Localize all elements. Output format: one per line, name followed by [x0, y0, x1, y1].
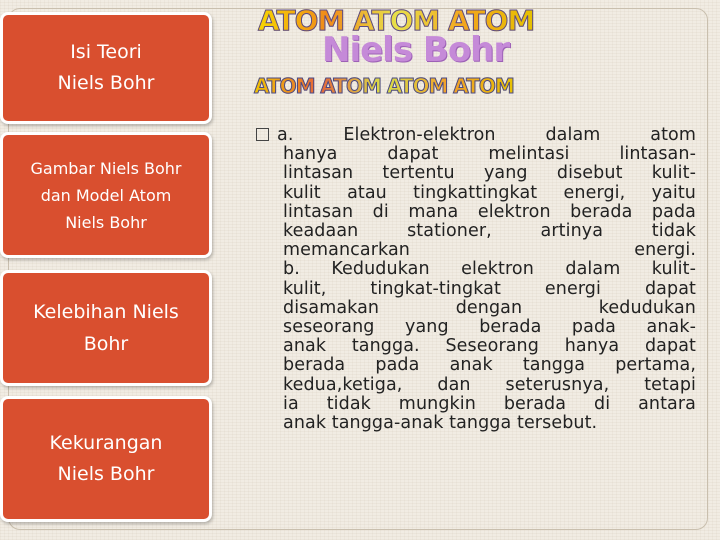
nav-label: Gambar Niels Bohr dan Model Atom Niels Bohr: [30, 158, 182, 232]
content-line: seseorang yang berada pada anak-: [283, 317, 696, 338]
square-bullet-icon: [256, 128, 269, 141]
content-line: hanya dapat melintasi lintasan-: [283, 144, 696, 165]
content-body: [256, 126, 696, 433]
wordart-row-top: ATOM ATOM ATOM: [258, 4, 535, 37]
content-line: lintasan tertentu yang disebut kulit-: [283, 163, 696, 184]
content-line: kedua,ketiga, dan seterusnya, tetapi: [283, 374, 696, 395]
content-line: keadaan stationer, artinya tidak: [283, 221, 696, 242]
title-wordart: [250, 0, 550, 112]
content-line: kulit, tingkat-tingkat energi dapat: [283, 278, 696, 299]
content-line: ia tidak mungkin berada di antara: [283, 393, 696, 414]
content-line: anak tangga-anak tangga tersebut.: [283, 413, 598, 434]
nav-button-kelebihan[interactable]: [0, 270, 212, 386]
nav-button-gambar[interactable]: [0, 132, 212, 258]
content-line: anak tangga. Seseorang hanya dapat: [283, 336, 696, 357]
content-line: b. Kedudukan elektron dalam kulit-: [283, 259, 696, 280]
content-line: berada pada anak tangga pertama,: [283, 355, 696, 376]
nav-label: Kekurangan Niels Bohr: [49, 432, 163, 485]
wordart-row-bottom: ATOM ATOM ATOM ATOM: [254, 74, 514, 98]
nav-button-kekurangan[interactable]: [0, 396, 212, 522]
content-line: lintasan di mana elektron berada pada: [283, 201, 696, 222]
nav-label: Kelebihan Niels Bohr: [33, 301, 179, 355]
content-line-text: a. Elektron-elektron dalam atom: [277, 125, 696, 145]
content-line: disamakan dengan kedudukan: [283, 297, 696, 318]
content-line: [256, 126, 696, 145]
content-line: kulit atau tingkattingkat energi, yaitu: [283, 182, 696, 203]
wordart-title: Niels Bohr: [322, 30, 510, 70]
content-line: memancarkan energi.: [283, 240, 696, 261]
nav-button-isi-teori[interactable]: [0, 12, 212, 124]
nav-label: Isi Teori Niels Bohr: [57, 41, 155, 94]
